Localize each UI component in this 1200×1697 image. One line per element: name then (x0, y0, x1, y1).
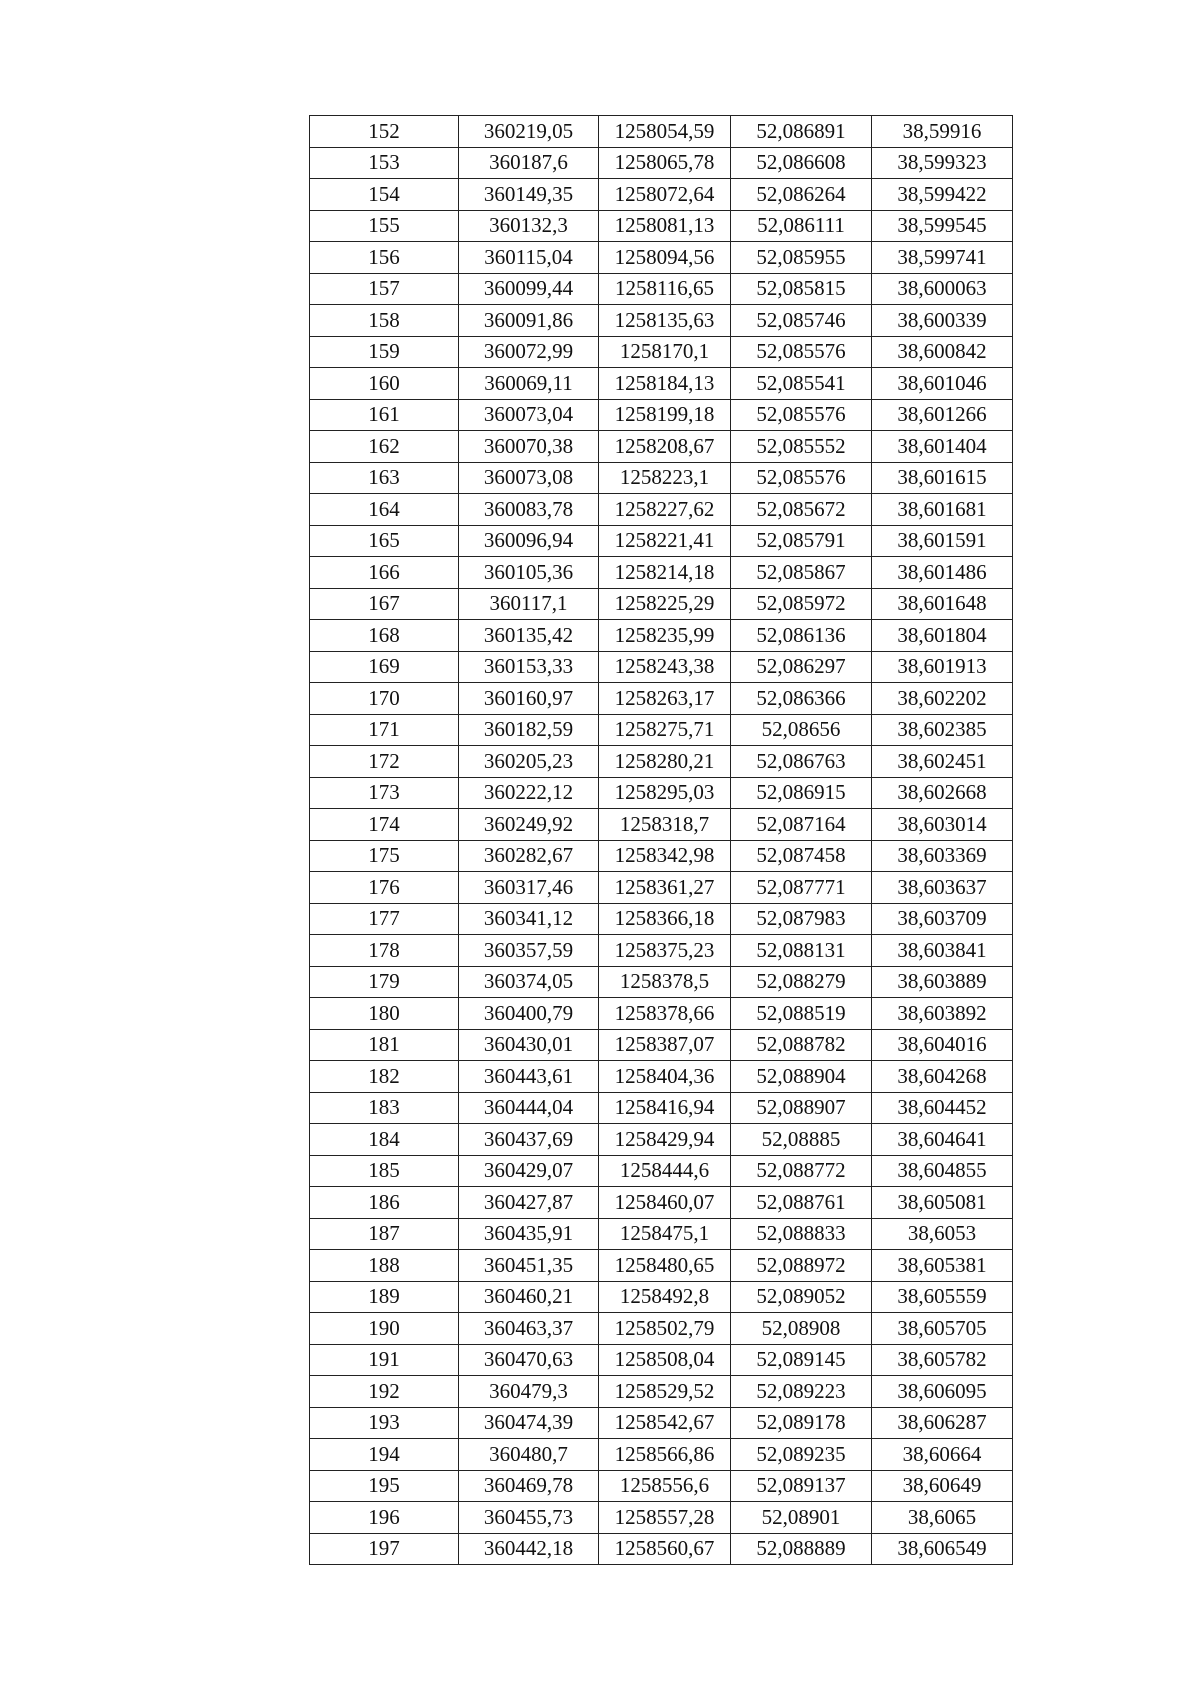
table-row (310, 1407, 1013, 1439)
latitude-cell: 52,089223 (731, 1376, 872, 1408)
y-coordinate-cell: 1258542,67 (599, 1407, 731, 1439)
table-row (310, 431, 1013, 463)
latitude-cell: 52,08901 (731, 1502, 872, 1534)
y-coordinate-cell: 1258387,07 (599, 1029, 731, 1061)
point-number-cell: 197 (310, 1533, 459, 1565)
table-row (310, 1061, 1013, 1093)
table-row (310, 1029, 1013, 1061)
y-coordinate-cell: 1258460,07 (599, 1187, 731, 1219)
longitude-cell: 38,601486 (872, 557, 1013, 589)
latitude-cell: 52,088772 (731, 1155, 872, 1187)
longitude-cell: 38,603709 (872, 903, 1013, 935)
longitude-cell: 38,601681 (872, 494, 1013, 526)
point-number-cell: 183 (310, 1092, 459, 1124)
longitude-cell: 38,599422 (872, 179, 1013, 211)
longitude-cell: 38,603014 (872, 809, 1013, 841)
x-coordinate-cell: 360073,08 (459, 462, 599, 494)
longitude-cell: 38,605081 (872, 1187, 1013, 1219)
point-number-cell: 163 (310, 462, 459, 494)
y-coordinate-cell: 1258280,21 (599, 746, 731, 778)
latitude-cell: 52,086915 (731, 777, 872, 809)
table-row (310, 714, 1013, 746)
longitude-cell: 38,599741 (872, 242, 1013, 274)
x-coordinate-cell: 360430,01 (459, 1029, 599, 1061)
x-coordinate-cell: 360463,37 (459, 1313, 599, 1345)
latitude-cell: 52,088519 (731, 998, 872, 1030)
latitude-cell: 52,08885 (731, 1124, 872, 1156)
x-coordinate-cell: 360443,61 (459, 1061, 599, 1093)
point-number-cell: 188 (310, 1250, 459, 1282)
longitude-cell: 38,601046 (872, 368, 1013, 400)
x-coordinate-cell: 360219,05 (459, 116, 599, 148)
latitude-cell: 52,085955 (731, 242, 872, 274)
longitude-cell: 38,603889 (872, 966, 1013, 998)
longitude-cell: 38,602385 (872, 714, 1013, 746)
table-row (310, 525, 1013, 557)
y-coordinate-cell: 1258225,29 (599, 588, 731, 620)
longitude-cell: 38,601591 (872, 525, 1013, 557)
table-row (310, 777, 1013, 809)
longitude-cell: 38,603892 (872, 998, 1013, 1030)
point-number-cell: 179 (310, 966, 459, 998)
latitude-cell: 52,085576 (731, 336, 872, 368)
table-row (310, 683, 1013, 715)
point-number-cell: 173 (310, 777, 459, 809)
y-coordinate-cell: 1258263,17 (599, 683, 731, 715)
table-row (310, 809, 1013, 841)
table-row (310, 1313, 1013, 1345)
point-number-cell: 156 (310, 242, 459, 274)
y-coordinate-cell: 1258318,7 (599, 809, 731, 841)
longitude-cell: 38,604641 (872, 1124, 1013, 1156)
point-number-cell: 174 (310, 809, 459, 841)
y-coordinate-cell: 1258508,04 (599, 1344, 731, 1376)
x-coordinate-cell: 360091,86 (459, 305, 599, 337)
table-row (310, 1533, 1013, 1565)
point-number-cell: 180 (310, 998, 459, 1030)
latitude-cell: 52,086264 (731, 179, 872, 211)
latitude-cell: 52,089052 (731, 1281, 872, 1313)
longitude-cell: 38,601404 (872, 431, 1013, 463)
latitude-cell: 52,088279 (731, 966, 872, 998)
table-row (310, 588, 1013, 620)
y-coordinate-cell: 1258404,36 (599, 1061, 731, 1093)
latitude-cell: 52,089235 (731, 1439, 872, 1471)
table-row (310, 273, 1013, 305)
y-coordinate-cell: 1258208,67 (599, 431, 731, 463)
longitude-cell: 38,603369 (872, 840, 1013, 872)
coordinates-table-body (310, 116, 1013, 1565)
point-number-cell: 168 (310, 620, 459, 652)
latitude-cell: 52,086366 (731, 683, 872, 715)
y-coordinate-cell: 1258342,98 (599, 840, 731, 872)
x-coordinate-cell: 360427,87 (459, 1187, 599, 1219)
point-number-cell: 177 (310, 903, 459, 935)
longitude-cell: 38,601913 (872, 651, 1013, 683)
latitude-cell: 52,088907 (731, 1092, 872, 1124)
point-number-cell: 159 (310, 336, 459, 368)
x-coordinate-cell: 360182,59 (459, 714, 599, 746)
y-coordinate-cell: 1258295,03 (599, 777, 731, 809)
x-coordinate-cell: 360480,7 (459, 1439, 599, 1471)
point-number-cell: 181 (310, 1029, 459, 1061)
table-row (310, 210, 1013, 242)
table-row (310, 1470, 1013, 1502)
table-row (310, 242, 1013, 274)
longitude-cell: 38,601648 (872, 588, 1013, 620)
point-number-cell: 164 (310, 494, 459, 526)
x-coordinate-cell: 360460,21 (459, 1281, 599, 1313)
y-coordinate-cell: 1258378,66 (599, 998, 731, 1030)
point-number-cell: 161 (310, 399, 459, 431)
longitude-cell: 38,59916 (872, 116, 1013, 148)
y-coordinate-cell: 1258529,52 (599, 1376, 731, 1408)
longitude-cell: 38,599545 (872, 210, 1013, 242)
y-coordinate-cell: 1258416,94 (599, 1092, 731, 1124)
point-number-cell: 157 (310, 273, 459, 305)
point-number-cell: 194 (310, 1439, 459, 1471)
longitude-cell: 38,6053 (872, 1218, 1013, 1250)
y-coordinate-cell: 1258480,65 (599, 1250, 731, 1282)
table-row (310, 1250, 1013, 1282)
longitude-cell: 38,601266 (872, 399, 1013, 431)
point-number-cell: 165 (310, 525, 459, 557)
x-coordinate-cell: 360357,59 (459, 935, 599, 967)
latitude-cell: 52,089178 (731, 1407, 872, 1439)
y-coordinate-cell: 1258199,18 (599, 399, 731, 431)
x-coordinate-cell: 360429,07 (459, 1155, 599, 1187)
latitude-cell: 52,088972 (731, 1250, 872, 1282)
y-coordinate-cell: 1258081,13 (599, 210, 731, 242)
longitude-cell: 38,604016 (872, 1029, 1013, 1061)
x-coordinate-cell: 360479,3 (459, 1376, 599, 1408)
longitude-cell: 38,605559 (872, 1281, 1013, 1313)
longitude-cell: 38,605782 (872, 1344, 1013, 1376)
point-number-cell: 155 (310, 210, 459, 242)
latitude-cell: 52,086891 (731, 116, 872, 148)
x-coordinate-cell: 360317,46 (459, 872, 599, 904)
latitude-cell: 52,085815 (731, 273, 872, 305)
longitude-cell: 38,601804 (872, 620, 1013, 652)
table-row (310, 1187, 1013, 1219)
point-number-cell: 169 (310, 651, 459, 683)
y-coordinate-cell: 1258557,28 (599, 1502, 731, 1534)
table-row (310, 305, 1013, 337)
y-coordinate-cell: 1258054,59 (599, 116, 731, 148)
x-coordinate-cell: 360135,42 (459, 620, 599, 652)
x-coordinate-cell: 360469,78 (459, 1470, 599, 1502)
y-coordinate-cell: 1258502,79 (599, 1313, 731, 1345)
longitude-cell: 38,600063 (872, 273, 1013, 305)
x-coordinate-cell: 360073,04 (459, 399, 599, 431)
latitude-cell: 52,085672 (731, 494, 872, 526)
point-number-cell: 162 (310, 431, 459, 463)
y-coordinate-cell: 1258375,23 (599, 935, 731, 967)
latitude-cell: 52,086136 (731, 620, 872, 652)
latitude-cell: 52,086763 (731, 746, 872, 778)
x-coordinate-cell: 360474,39 (459, 1407, 599, 1439)
x-coordinate-cell: 360105,36 (459, 557, 599, 589)
latitude-cell: 52,085791 (731, 525, 872, 557)
x-coordinate-cell: 360249,92 (459, 809, 599, 841)
y-coordinate-cell: 1258275,71 (599, 714, 731, 746)
table-row (310, 966, 1013, 998)
y-coordinate-cell: 1258560,67 (599, 1533, 731, 1565)
latitude-cell: 52,085552 (731, 431, 872, 463)
latitude-cell: 52,086608 (731, 147, 872, 179)
x-coordinate-cell: 360149,35 (459, 179, 599, 211)
latitude-cell: 52,087164 (731, 809, 872, 841)
point-number-cell: 186 (310, 1187, 459, 1219)
x-coordinate-cell: 360096,94 (459, 525, 599, 557)
table-row (310, 557, 1013, 589)
y-coordinate-cell: 1258243,38 (599, 651, 731, 683)
y-coordinate-cell: 1258361,27 (599, 872, 731, 904)
y-coordinate-cell: 1258366,18 (599, 903, 731, 935)
point-number-cell: 175 (310, 840, 459, 872)
latitude-cell: 52,085972 (731, 588, 872, 620)
latitude-cell: 52,089137 (731, 1470, 872, 1502)
point-number-cell: 171 (310, 714, 459, 746)
x-coordinate-cell: 360470,63 (459, 1344, 599, 1376)
latitude-cell: 52,088761 (731, 1187, 872, 1219)
latitude-cell: 52,088782 (731, 1029, 872, 1061)
table-row (310, 1344, 1013, 1376)
table-row (310, 368, 1013, 400)
y-coordinate-cell: 1258223,1 (599, 462, 731, 494)
longitude-cell: 38,603841 (872, 935, 1013, 967)
table-row (310, 620, 1013, 652)
x-coordinate-cell: 360072,99 (459, 336, 599, 368)
longitude-cell: 38,604855 (872, 1155, 1013, 1187)
table-row (310, 903, 1013, 935)
point-number-cell: 185 (310, 1155, 459, 1187)
point-number-cell: 187 (310, 1218, 459, 1250)
latitude-cell: 52,087458 (731, 840, 872, 872)
longitude-cell: 38,602451 (872, 746, 1013, 778)
point-number-cell: 170 (310, 683, 459, 715)
y-coordinate-cell: 1258429,94 (599, 1124, 731, 1156)
point-number-cell: 172 (310, 746, 459, 778)
x-coordinate-cell: 360160,97 (459, 683, 599, 715)
y-coordinate-cell: 1258184,13 (599, 368, 731, 400)
point-number-cell: 160 (310, 368, 459, 400)
longitude-cell: 38,605705 (872, 1313, 1013, 1345)
table-row (310, 1376, 1013, 1408)
point-number-cell: 178 (310, 935, 459, 967)
table-row (310, 462, 1013, 494)
point-number-cell: 154 (310, 179, 459, 211)
x-coordinate-cell: 360070,38 (459, 431, 599, 463)
longitude-cell: 38,606549 (872, 1533, 1013, 1565)
latitude-cell: 52,08656 (731, 714, 872, 746)
table-row (310, 935, 1013, 967)
y-coordinate-cell: 1258444,6 (599, 1155, 731, 1187)
y-coordinate-cell: 1258378,5 (599, 966, 731, 998)
y-coordinate-cell: 1258235,99 (599, 620, 731, 652)
point-number-cell: 152 (310, 116, 459, 148)
x-coordinate-cell: 360435,91 (459, 1218, 599, 1250)
point-number-cell: 153 (310, 147, 459, 179)
latitude-cell: 52,085576 (731, 399, 872, 431)
x-coordinate-cell: 360117,1 (459, 588, 599, 620)
longitude-cell: 38,605381 (872, 1250, 1013, 1282)
x-coordinate-cell: 360083,78 (459, 494, 599, 526)
x-coordinate-cell: 360099,44 (459, 273, 599, 305)
longitude-cell: 38,606287 (872, 1407, 1013, 1439)
y-coordinate-cell: 1258094,56 (599, 242, 731, 274)
table-row (310, 116, 1013, 148)
table-row (310, 147, 1013, 179)
x-coordinate-cell: 360222,12 (459, 777, 599, 809)
longitude-cell: 38,6065 (872, 1502, 1013, 1534)
point-number-cell: 191 (310, 1344, 459, 1376)
table-row (310, 399, 1013, 431)
x-coordinate-cell: 360282,67 (459, 840, 599, 872)
latitude-cell: 52,085576 (731, 462, 872, 494)
point-number-cell: 158 (310, 305, 459, 337)
longitude-cell: 38,601615 (872, 462, 1013, 494)
x-coordinate-cell: 360153,33 (459, 651, 599, 683)
point-number-cell: 195 (310, 1470, 459, 1502)
table-row (310, 1281, 1013, 1313)
table-row (310, 1155, 1013, 1187)
table-row (310, 872, 1013, 904)
table-row (310, 1439, 1013, 1471)
longitude-cell: 38,599323 (872, 147, 1013, 179)
longitude-cell: 38,60664 (872, 1439, 1013, 1471)
x-coordinate-cell: 360205,23 (459, 746, 599, 778)
point-number-cell: 193 (310, 1407, 459, 1439)
point-number-cell: 189 (310, 1281, 459, 1313)
x-coordinate-cell: 360444,04 (459, 1092, 599, 1124)
y-coordinate-cell: 1258135,63 (599, 305, 731, 337)
longitude-cell: 38,602202 (872, 683, 1013, 715)
point-number-cell: 167 (310, 588, 459, 620)
x-coordinate-cell: 360437,69 (459, 1124, 599, 1156)
table-row (310, 1218, 1013, 1250)
table-row (310, 746, 1013, 778)
x-coordinate-cell: 360069,11 (459, 368, 599, 400)
table-row (310, 336, 1013, 368)
latitude-cell: 52,086297 (731, 651, 872, 683)
longitude-cell: 38,602668 (872, 777, 1013, 809)
y-coordinate-cell: 1258475,1 (599, 1218, 731, 1250)
longitude-cell: 38,603637 (872, 872, 1013, 904)
latitude-cell: 52,08908 (731, 1313, 872, 1345)
point-number-cell: 190 (310, 1313, 459, 1345)
x-coordinate-cell: 360115,04 (459, 242, 599, 274)
point-number-cell: 166 (310, 557, 459, 589)
longitude-cell: 38,606095 (872, 1376, 1013, 1408)
x-coordinate-cell: 360455,73 (459, 1502, 599, 1534)
y-coordinate-cell: 1258556,6 (599, 1470, 731, 1502)
y-coordinate-cell: 1258065,78 (599, 147, 731, 179)
latitude-cell: 52,088889 (731, 1533, 872, 1565)
y-coordinate-cell: 1258170,1 (599, 336, 731, 368)
table-row (310, 494, 1013, 526)
table-row (310, 1092, 1013, 1124)
point-number-cell: 182 (310, 1061, 459, 1093)
latitude-cell: 52,085746 (731, 305, 872, 337)
y-coordinate-cell: 1258566,86 (599, 1439, 731, 1471)
table-row (310, 651, 1013, 683)
x-coordinate-cell: 360400,79 (459, 998, 599, 1030)
y-coordinate-cell: 1258072,64 (599, 179, 731, 211)
table-row (310, 998, 1013, 1030)
longitude-cell: 38,600842 (872, 336, 1013, 368)
y-coordinate-cell: 1258492,8 (599, 1281, 731, 1313)
table-row (310, 179, 1013, 211)
latitude-cell: 52,085867 (731, 557, 872, 589)
longitude-cell: 38,60649 (872, 1470, 1013, 1502)
x-coordinate-cell: 360374,05 (459, 966, 599, 998)
table-row (310, 840, 1013, 872)
latitude-cell: 52,087771 (731, 872, 872, 904)
point-number-cell: 196 (310, 1502, 459, 1534)
x-coordinate-cell: 360341,12 (459, 903, 599, 935)
point-number-cell: 184 (310, 1124, 459, 1156)
x-coordinate-cell: 360451,35 (459, 1250, 599, 1282)
point-number-cell: 192 (310, 1376, 459, 1408)
table-row (310, 1124, 1013, 1156)
y-coordinate-cell: 1258116,65 (599, 273, 731, 305)
latitude-cell: 52,087983 (731, 903, 872, 935)
point-number-cell: 176 (310, 872, 459, 904)
latitude-cell: 52,086111 (731, 210, 872, 242)
latitude-cell: 52,088904 (731, 1061, 872, 1093)
x-coordinate-cell: 360442,18 (459, 1533, 599, 1565)
latitude-cell: 52,088833 (731, 1218, 872, 1250)
longitude-cell: 38,604452 (872, 1092, 1013, 1124)
y-coordinate-cell: 1258227,62 (599, 494, 731, 526)
latitude-cell: 52,089145 (731, 1344, 872, 1376)
longitude-cell: 38,604268 (872, 1061, 1013, 1093)
y-coordinate-cell: 1258221,41 (599, 525, 731, 557)
x-coordinate-cell: 360187,6 (459, 147, 599, 179)
latitude-cell: 52,088131 (731, 935, 872, 967)
longitude-cell: 38,600339 (872, 305, 1013, 337)
y-coordinate-cell: 1258214,18 (599, 557, 731, 589)
x-coordinate-cell: 360132,3 (459, 210, 599, 242)
table-row (310, 1502, 1013, 1534)
latitude-cell: 52,085541 (731, 368, 872, 400)
coordinates-table (309, 115, 1013, 1565)
